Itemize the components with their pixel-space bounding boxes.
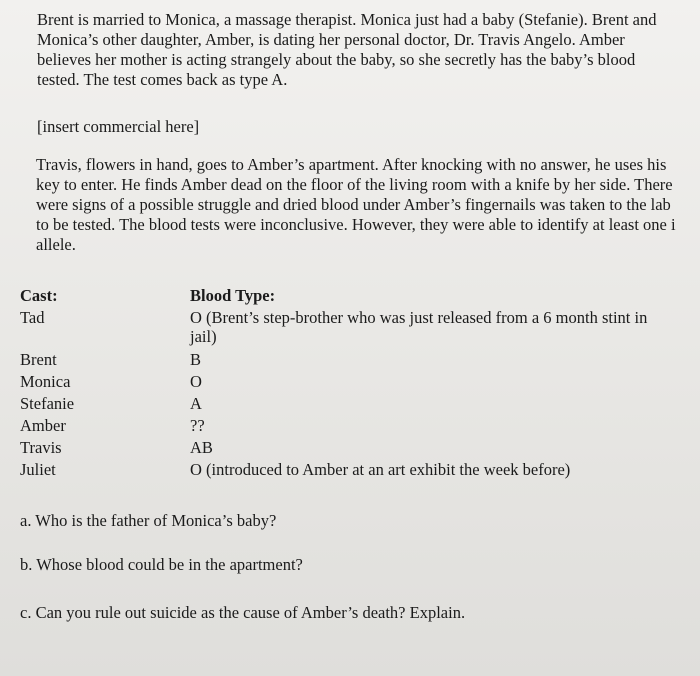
blood-type-stefanie: A: [190, 394, 202, 413]
blood-type-tad: O (Brent’s step-brother who was just released from a 6 month stint in jail): [190, 308, 648, 346]
cast-name-stefanie: Stefanie: [20, 394, 75, 413]
cast-name-monica: Monica: [20, 372, 71, 391]
cast-header: Cast:: [20, 286, 58, 305]
question-b: [20, 555, 303, 575]
intro-paragraph: Brent is married to Monica, a massage therapist. Monica just had a baby (Stefanie). Brent and Monica’s other daughter, Amber, is dating her personal doctor, Dr. Travis Angelo. Amber believes her mother is acting strangely about the baby, so she secretly has the baby’s blood tested. The test comes back as type A.: [37, 10, 657, 89]
cast-name-amber: Amber: [20, 416, 66, 435]
blood-type-juliet: O (introduced to Amber at an art exhibit the week before): [190, 460, 571, 479]
cast-name-brent: Brent: [20, 350, 57, 369]
question-c-label: c.: [20, 603, 32, 622]
question-b-text: Whose blood could be in the apartment?: [36, 555, 303, 574]
blood-type-brent: B: [190, 350, 202, 369]
cast-name-travis: Travis: [20, 438, 62, 457]
blood-type-monica: O: [190, 372, 202, 391]
blood-type-header: Blood Type:: [190, 286, 276, 305]
cast-name-juliet: Juliet: [20, 460, 56, 479]
blood-type-amber: ??: [190, 416, 205, 435]
question-c: [20, 603, 465, 623]
question-a-text: Who is the father of Monica’s baby?: [35, 511, 277, 530]
question-b-label: b.: [20, 555, 33, 574]
blood-type-travis: AB: [190, 438, 213, 457]
question-a-label: a.: [20, 511, 32, 530]
question-a: [20, 511, 276, 531]
commercial-note: [insert commercial here]: [37, 117, 200, 136]
cast-name-tad: Tad: [20, 308, 45, 327]
question-c-text: Can you rule out suicide as the cause of Amber’s death? Explain.: [35, 603, 466, 622]
story-paragraph: Travis, flowers in hand, goes to Amber’s apartment. After knocking with no answer, he uses his key to enter. He finds Amber dead on the floor of the living room with a knife by her side. There were signs of a possible struggle and dried blood under Amber’s fingernails was taken to the lab to be tested. The blood tests were inconclusive. However, they were able to identify at least one i allele.: [36, 155, 676, 254]
